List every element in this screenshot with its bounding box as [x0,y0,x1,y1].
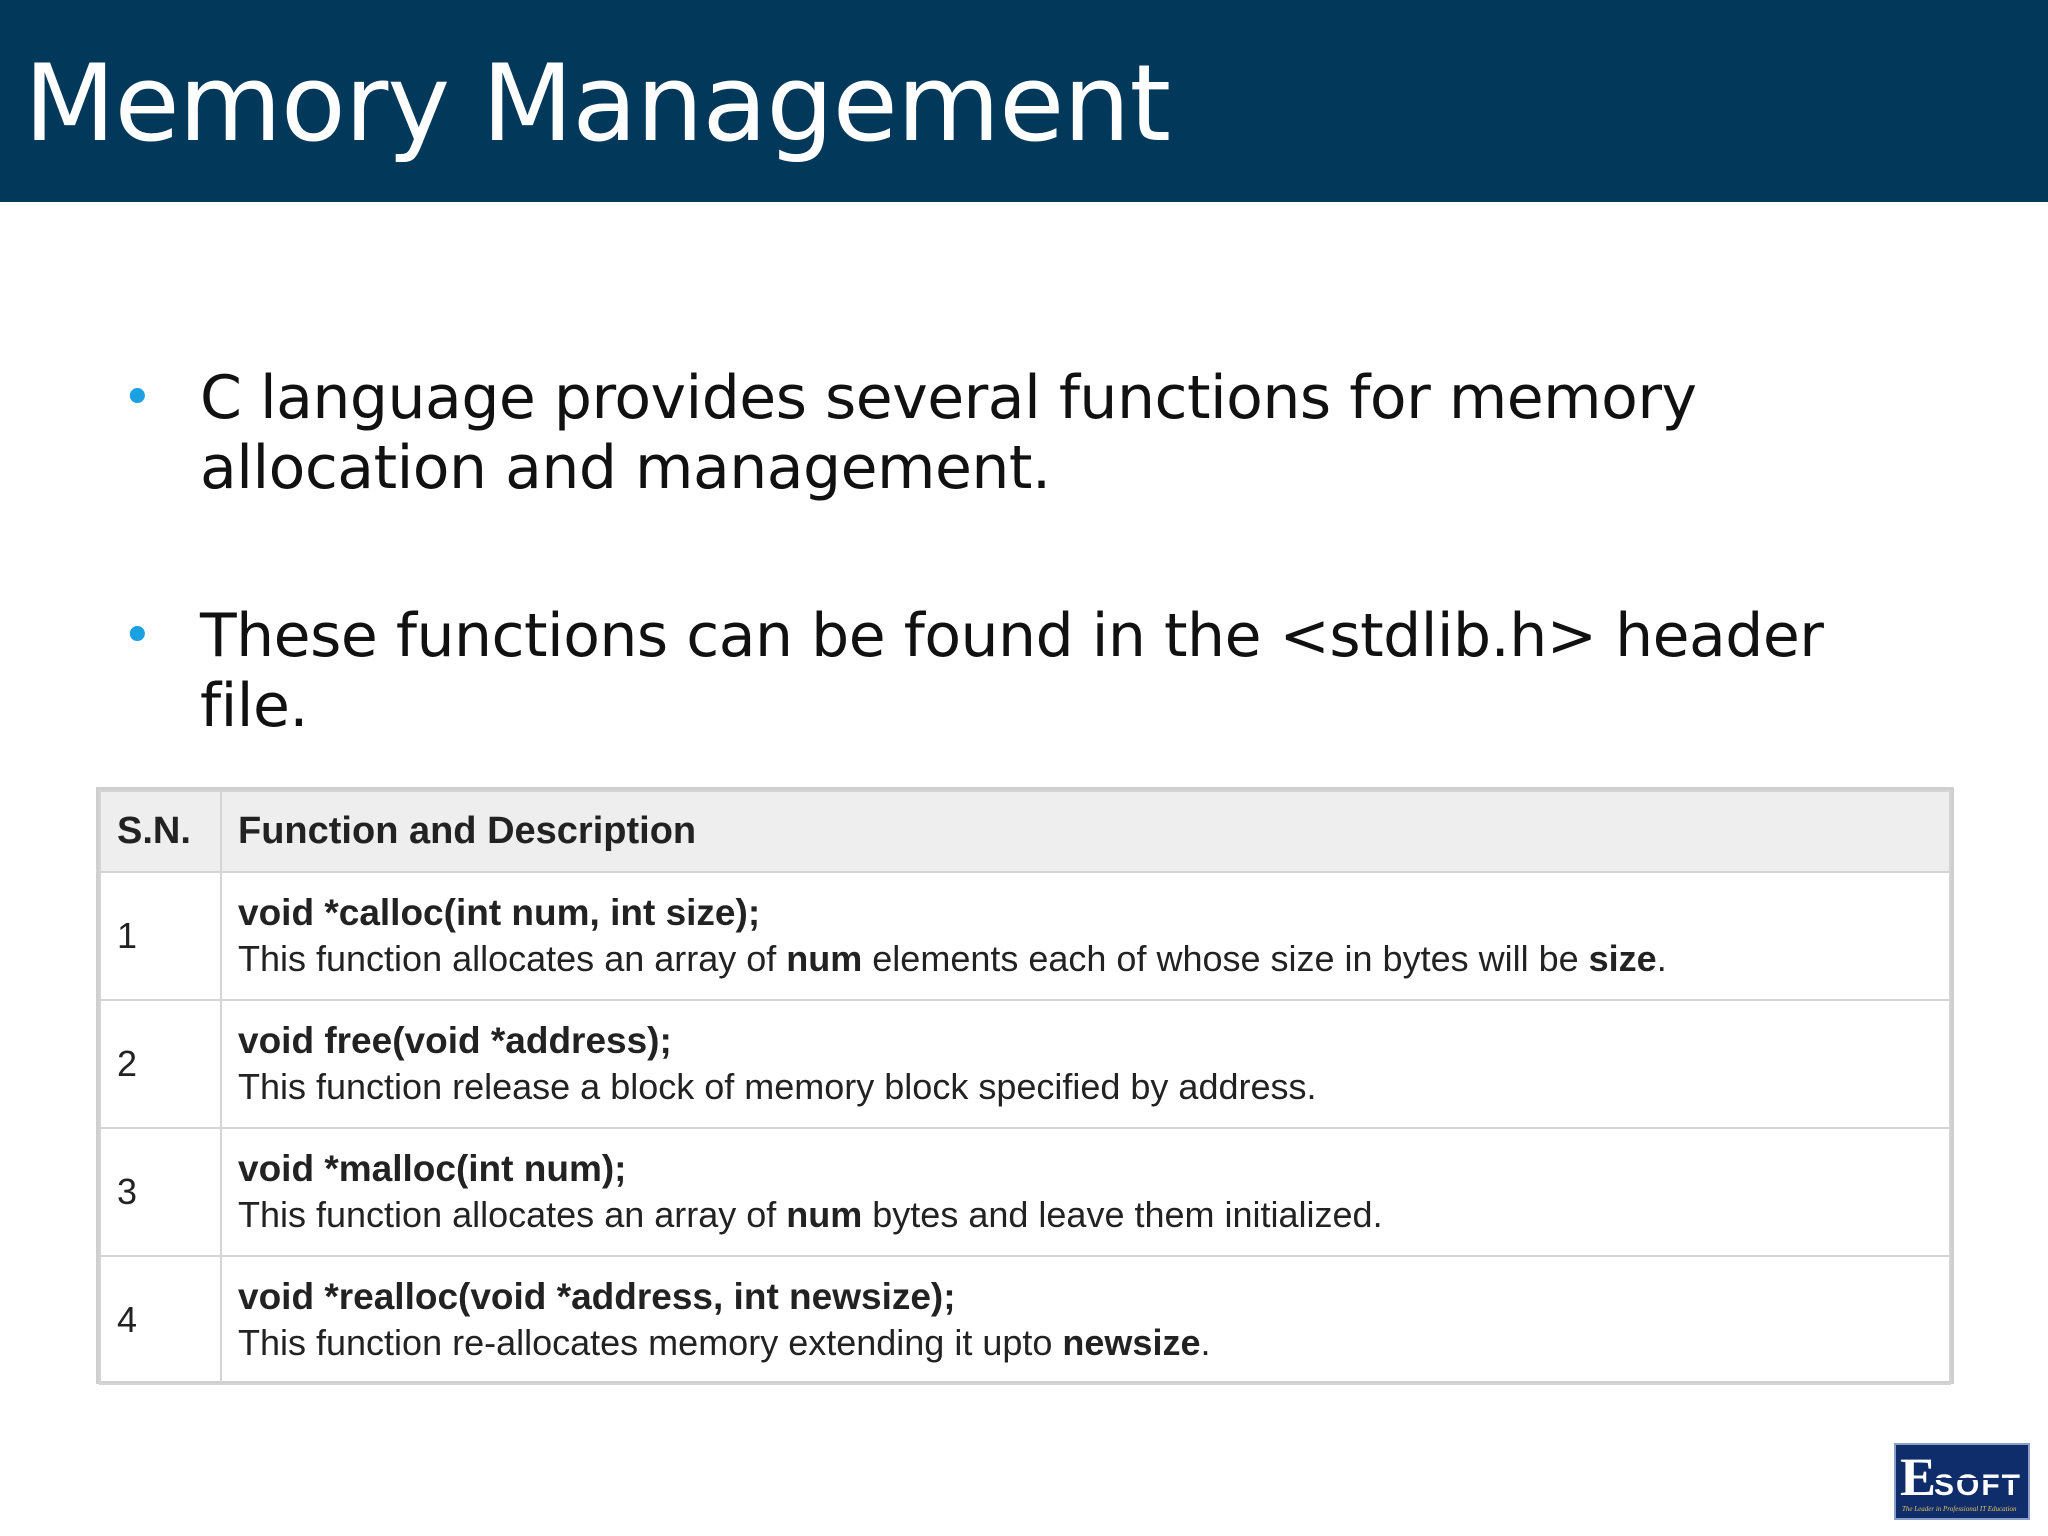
slide-title: Memory Management [24,42,1171,165]
bullet-dot-icon: • [122,368,153,428]
row-number: 4 [100,1256,221,1384]
function-signature: void *realloc(void *address, int newsize); [238,1276,956,1317]
bullet-text: C language provides several functions for memory allocation and management. [200,363,1697,503]
bullet-dot-icon: • [122,606,153,666]
bullet-text: These functions can be found in the <stdlib.h> header file. [200,601,1824,741]
function-table-container [96,787,1954,1384]
function-signature: void *malloc(int num); [238,1148,627,1189]
row-number: 2 [100,1000,221,1128]
svg-text:SOFT: SOFT [1934,1469,2022,1502]
table-row [100,872,1950,1000]
table-row [100,1128,1950,1256]
function-description: This function allocates an array of num bytes and leave them initialized. [238,1194,1383,1235]
function-description: This function release a block of memory block specified by address. [238,1066,1317,1107]
function-description: This function re-allocates memory extending it upto newsize. [238,1322,1211,1363]
row-number: 3 [100,1128,221,1256]
function-table [99,790,1951,1385]
table-header-row [100,791,1950,872]
function-description: This function allocates an array of num elements each of whose size in bytes will be size. [238,938,1667,979]
svg-text:The Leader in Professional IT: The Leader in Professional IT Education [1902,1505,2017,1513]
table-row [100,1256,1950,1384]
function-cell [221,1128,1950,1256]
table-row [100,1000,1950,1128]
svg-text:E: E [1900,1447,1937,1507]
column-header-function: Function and Description [221,791,1950,872]
title-bar [0,0,2048,202]
function-cell [221,872,1950,1000]
column-header-sn: S.N. [100,791,221,872]
row-number: 1 [100,872,221,1000]
esoft-logo-icon [1896,1445,2028,1518]
esoft-logo [1894,1443,2030,1520]
function-signature: void *calloc(int num, int size); [238,892,761,933]
function-cell [221,1256,1950,1384]
function-cell [221,1000,1950,1128]
function-signature: void free(void *address); [238,1020,672,1061]
